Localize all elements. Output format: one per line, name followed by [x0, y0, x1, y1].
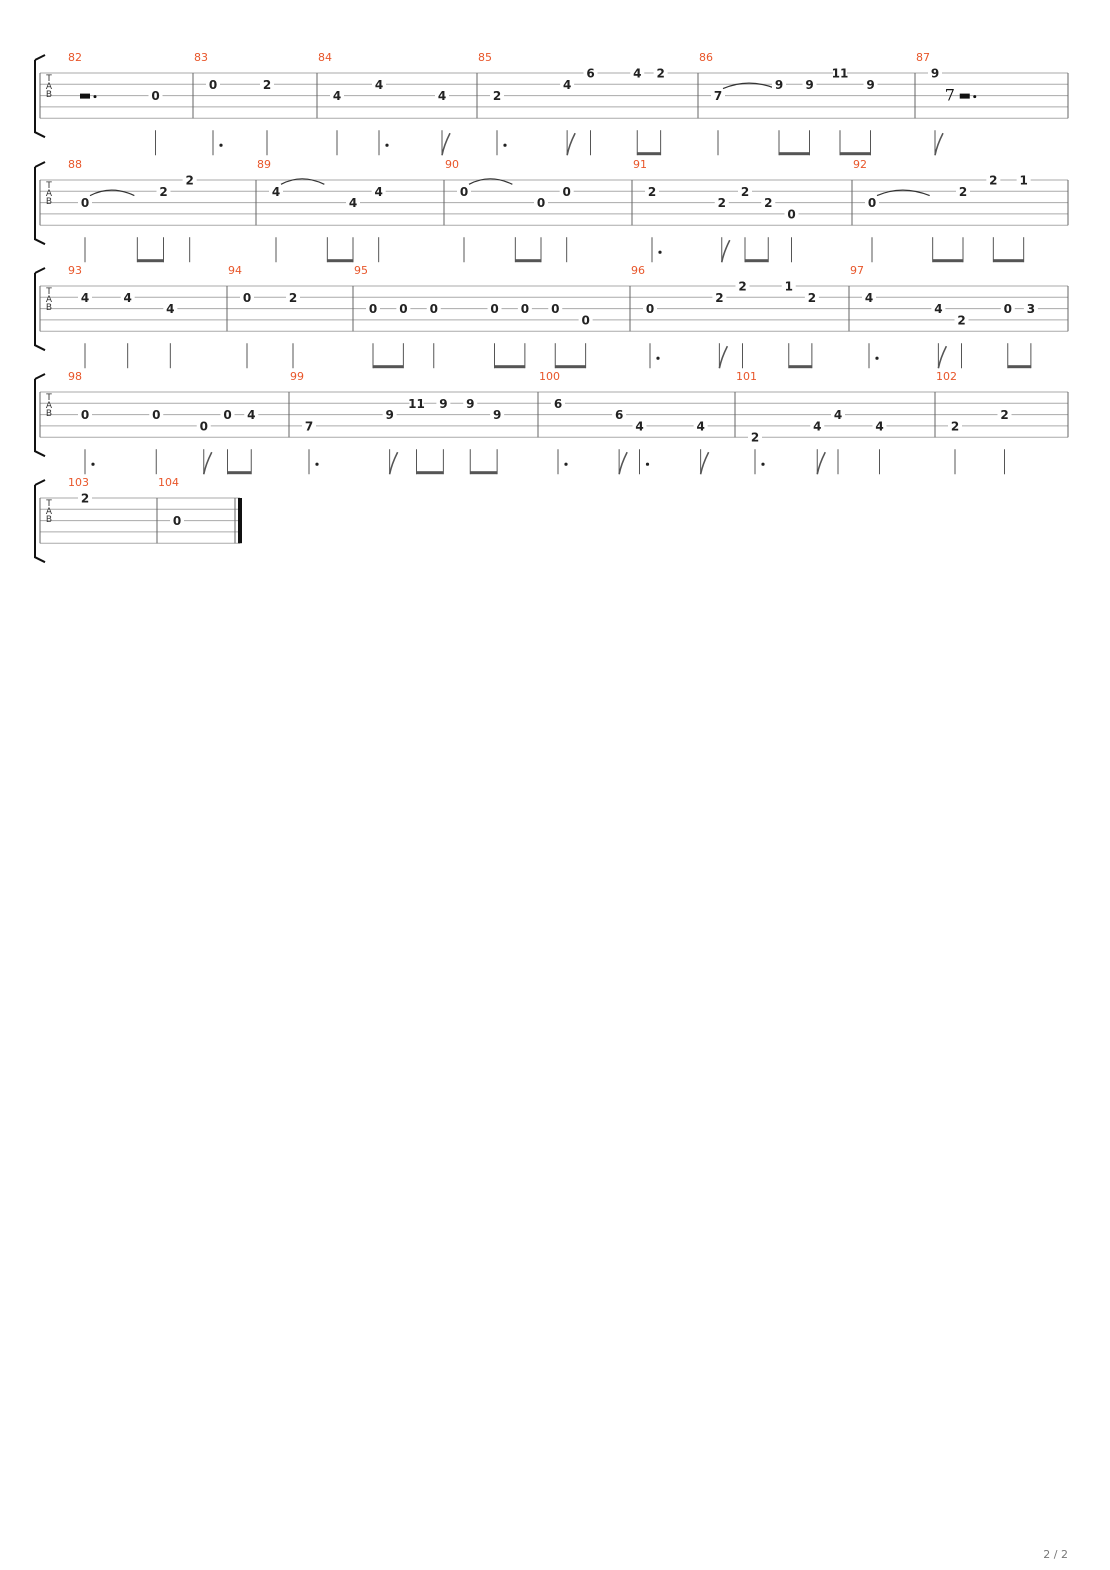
measure-number: 94	[228, 264, 242, 277]
fret-number: 2	[950, 419, 960, 434]
dot	[315, 463, 318, 466]
fret-number: 2	[185, 173, 194, 188]
fret-number: 0	[429, 302, 438, 317]
tab-clef-letter: A	[45, 189, 53, 199]
fret-number: 0	[867, 196, 877, 211]
measure-number: 93	[68, 264, 82, 277]
fret-number: 0	[399, 302, 408, 317]
fret-number: 6	[586, 66, 595, 81]
measure-number: 88	[68, 158, 82, 171]
beam	[933, 259, 963, 262]
dot	[564, 463, 567, 466]
eighth-flag	[719, 346, 727, 368]
tab-clef-letter: A	[45, 401, 53, 411]
measure-number: 82	[68, 51, 82, 64]
measure-number: 99	[290, 370, 304, 383]
fret-number: 0	[459, 184, 469, 199]
measure-number: 95	[354, 264, 368, 277]
eighth-rest: 7	[944, 85, 955, 105]
beam	[555, 365, 585, 368]
beam	[373, 365, 403, 368]
fret-number: 4	[374, 184, 383, 199]
fret-number: 0	[199, 419, 208, 434]
tab-clef-letter: A	[45, 507, 53, 517]
measure-number: 102	[936, 370, 957, 383]
measure-number: 89	[257, 158, 271, 171]
eighth-flag	[701, 452, 709, 474]
fret-number: 0	[152, 408, 161, 423]
fret-number: 11	[831, 66, 849, 81]
measure-number: 98	[68, 370, 82, 383]
measure-number: 104	[158, 476, 179, 489]
fret-number: 0	[645, 302, 655, 317]
fret-number: 7	[713, 89, 723, 104]
fret-number: 2	[262, 77, 272, 92]
fret-number: 2	[740, 184, 750, 199]
measure-number: 97	[850, 264, 864, 277]
fret-number: 4	[562, 77, 572, 92]
dot	[875, 357, 878, 360]
eighth-flag	[567, 133, 575, 155]
fret-number: 9	[385, 408, 394, 423]
tab-clef-letter: B	[45, 515, 53, 525]
eighth-flag	[442, 133, 450, 155]
fret-number: 1	[1019, 173, 1028, 188]
fret-number: 2	[764, 196, 773, 211]
fret-number: 4	[166, 302, 175, 317]
fret-number: 0	[172, 514, 182, 529]
measure-number: 103	[68, 476, 89, 489]
fret-number: 0	[551, 302, 560, 317]
tab-clef-letter: T	[46, 181, 52, 191]
dot	[761, 463, 764, 466]
measure-number: 101	[736, 370, 757, 383]
fret-number: 4	[247, 408, 256, 423]
fret-number: 2	[989, 173, 998, 188]
fret-number: 2	[1000, 408, 1009, 423]
eighth-flag	[722, 240, 730, 262]
tab-clef-letter: A	[45, 295, 53, 305]
fret-number: 2	[80, 491, 90, 506]
measure-number: 90	[445, 158, 459, 171]
beam	[1008, 365, 1031, 368]
fret-number: 0	[787, 207, 796, 222]
measure-number: 85	[478, 51, 492, 64]
dot	[656, 357, 659, 360]
fret-number: 0	[151, 89, 160, 104]
fret-number: 4	[875, 419, 884, 434]
beam	[779, 152, 810, 155]
beam	[228, 471, 252, 474]
fret-number: 0	[208, 77, 218, 92]
dot	[658, 251, 661, 254]
measure-number: 96	[631, 264, 645, 277]
dot	[646, 463, 649, 466]
tab-clef-letter: T	[46, 74, 52, 84]
tab-clef-letter: A	[45, 82, 53, 92]
tab-clef-letter: T	[46, 499, 52, 509]
fret-number: 0	[242, 290, 252, 305]
beam	[515, 259, 541, 262]
fret-number: 2	[656, 66, 665, 81]
fret-number: 0	[520, 302, 530, 317]
fret-number: 1	[784, 279, 793, 294]
eighth-flag	[935, 133, 943, 155]
beam	[495, 365, 525, 368]
fret-number: 4	[864, 290, 874, 305]
fret-number: 0	[1003, 302, 1012, 317]
fret-number: 6	[614, 408, 624, 423]
dot	[973, 95, 976, 98]
fret-number: 0	[368, 302, 378, 317]
eighth-flag	[938, 346, 946, 368]
fret-number: 4	[80, 290, 90, 305]
beam	[840, 152, 871, 155]
beam	[417, 471, 444, 474]
eighth-flag	[619, 452, 627, 474]
fret-number: 9	[466, 396, 475, 411]
measure-number: 84	[318, 51, 332, 64]
fret-number: 2	[750, 430, 760, 445]
fret-number: 7	[304, 419, 314, 434]
tab-clef-letter: T	[46, 393, 52, 403]
fret-number: 2	[957, 313, 966, 328]
fret-number: 2	[958, 184, 968, 199]
fret-number: 0	[223, 408, 232, 423]
fret-number: 0	[536, 196, 546, 211]
fret-number: 9	[439, 396, 448, 411]
fret-number: 4	[934, 302, 943, 317]
fret-number: 4	[635, 419, 644, 434]
measure-number: 91	[633, 158, 647, 171]
fret-number: 4	[348, 196, 358, 211]
tab-clef-letter: B	[45, 197, 53, 207]
beam	[327, 259, 353, 262]
fret-number: 2	[807, 290, 817, 305]
fret-number: 4	[633, 66, 642, 81]
measure-number: 87	[916, 51, 930, 64]
fret-number: 4	[813, 419, 822, 434]
eighth-flag	[390, 452, 398, 474]
measure-number: 100	[539, 370, 560, 383]
fret-number: 4	[833, 408, 843, 423]
fret-number: 0	[562, 184, 571, 199]
beam	[137, 259, 163, 262]
half-rest	[80, 94, 90, 99]
fret-number: 2	[492, 89, 502, 104]
fret-number: 4	[271, 184, 281, 199]
fret-number: 4	[332, 89, 342, 104]
tab-clef-letter: B	[45, 303, 53, 313]
fret-number: 4	[374, 77, 384, 92]
eighth-flag	[817, 452, 825, 474]
half-rest	[960, 94, 970, 99]
fret-number: 4	[696, 419, 705, 434]
fret-number: 9	[492, 408, 502, 423]
beam	[470, 471, 497, 474]
fret-number: 0	[80, 196, 90, 211]
fret-number: 6	[553, 396, 563, 411]
beam	[789, 365, 812, 368]
fret-number: 0	[490, 302, 499, 317]
measure-number: 86	[699, 51, 713, 64]
fret-number: 2	[717, 196, 726, 211]
dot	[503, 144, 506, 147]
tab-clef-letter: B	[45, 90, 53, 100]
fret-number: 11	[408, 396, 425, 411]
dot	[385, 144, 388, 147]
tab-clef-letter: B	[45, 409, 53, 419]
eighth-flag	[204, 452, 212, 474]
measure-number: 83	[194, 51, 208, 64]
fret-number: 9	[930, 66, 940, 81]
beam	[637, 152, 660, 155]
fret-number: 2	[647, 184, 657, 199]
fret-number: 2	[159, 184, 168, 199]
fret-number: 2	[738, 279, 747, 294]
fret-number: 2	[715, 290, 724, 305]
measure-number: 92	[853, 158, 867, 171]
fret-number: 4	[437, 89, 447, 104]
fret-number: 9	[866, 77, 875, 92]
page-number: 2 / 2	[1043, 1548, 1068, 1561]
fret-number: 0	[581, 313, 590, 328]
beam	[745, 259, 768, 262]
dot	[91, 463, 94, 466]
fret-number: 4	[123, 290, 132, 305]
dot	[94, 95, 97, 98]
fret-number: 2	[288, 290, 298, 305]
fret-number: 0	[80, 408, 90, 423]
tab-clef-letter: T	[46, 287, 52, 297]
fret-number: 9	[805, 77, 814, 92]
dot	[219, 144, 222, 147]
fret-number: 9	[774, 77, 784, 92]
beam	[993, 259, 1023, 262]
fret-number: 3	[1026, 302, 1036, 317]
